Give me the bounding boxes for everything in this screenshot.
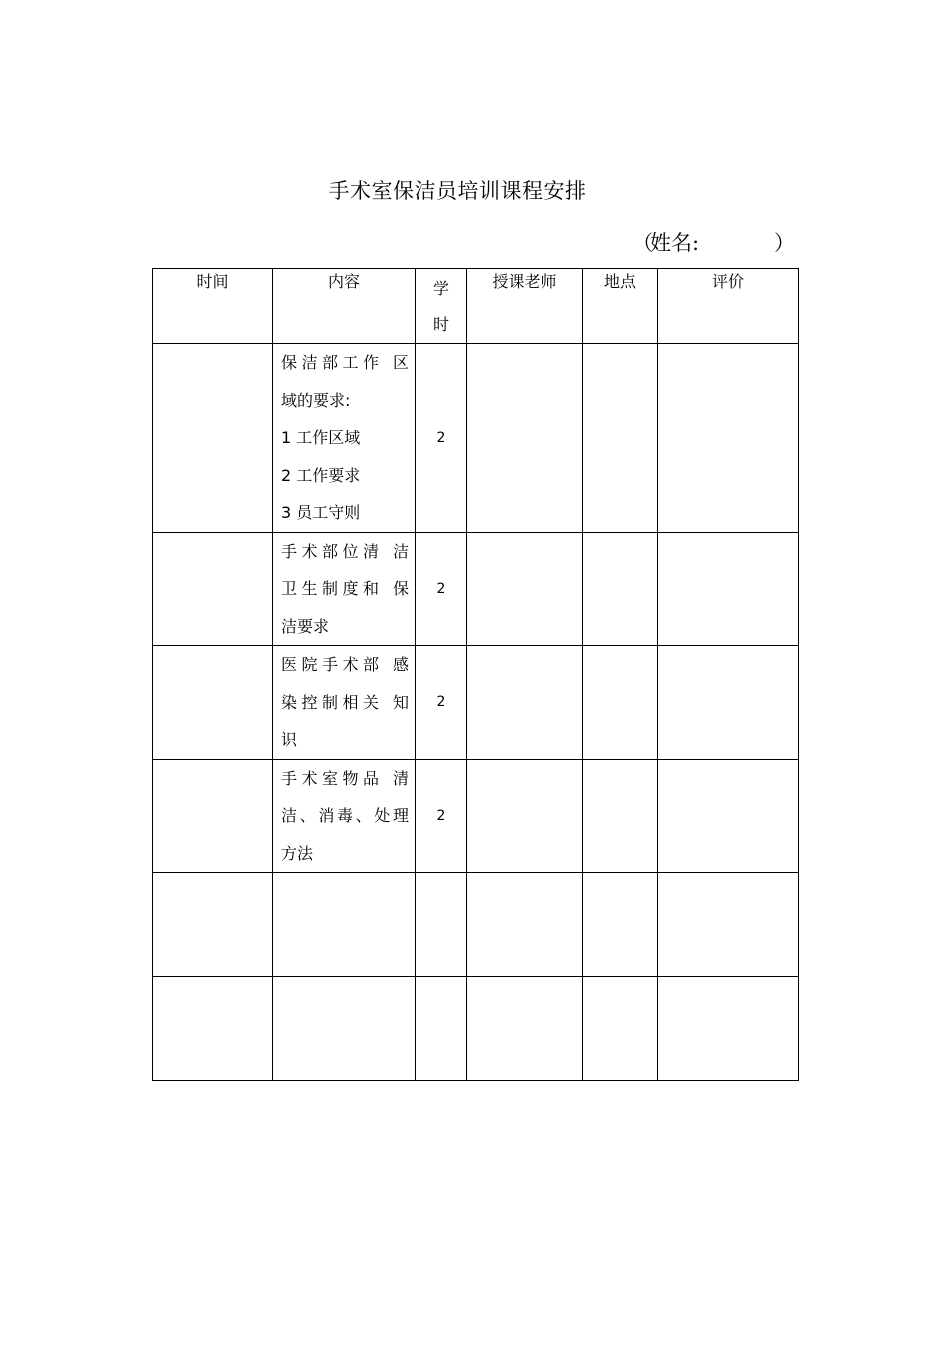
cell-location[interactable] xyxy=(583,532,658,646)
cell-hours: 2 xyxy=(416,344,467,533)
content-line: 3 员工守则 xyxy=(281,503,361,522)
cell-evaluation[interactable] xyxy=(658,646,799,760)
cell-content[interactable] xyxy=(273,977,416,1081)
content-line: 2 工作要求 xyxy=(281,465,361,485)
cell-hours[interactable] xyxy=(416,977,467,1081)
cell-content xyxy=(273,646,416,760)
cell-content xyxy=(273,532,416,646)
cell-hours[interactable] xyxy=(416,873,467,977)
cell-hours: 2 xyxy=(416,759,467,873)
cell-teacher[interactable] xyxy=(467,759,583,873)
document-title: 手术室保洁员培训课程安排 xyxy=(328,179,587,203)
cell-teacher[interactable] xyxy=(467,977,583,1081)
content-line: 1 工作区域 xyxy=(281,428,361,447)
cell-time[interactable] xyxy=(153,344,273,533)
cell-evaluation[interactable] xyxy=(658,344,799,533)
content-line: 医院手术部 感 xyxy=(281,655,409,674)
header-teacher: 授课老师 xyxy=(467,269,583,344)
header-content: 内容 xyxy=(273,269,416,344)
cell-hours: 2 xyxy=(416,646,467,760)
content-line: 手术室物品 清 xyxy=(281,768,409,788)
name-field xyxy=(632,227,795,257)
name-close-paren: ） xyxy=(774,231,795,255)
header-hours xyxy=(416,269,467,344)
content-line: 染控制相关 知 xyxy=(281,692,409,712)
cell-location[interactable] xyxy=(583,344,658,533)
cell-evaluation[interactable] xyxy=(658,977,799,1081)
cell-time[interactable] xyxy=(153,532,273,646)
cell-location[interactable] xyxy=(583,759,658,873)
cell-location[interactable] xyxy=(583,977,658,1081)
cell-time[interactable] xyxy=(153,759,273,873)
table-row xyxy=(153,759,799,873)
name-open-paren: （ xyxy=(632,231,653,255)
cell-evaluation[interactable] xyxy=(658,759,799,873)
table-row xyxy=(153,532,799,646)
content-line: 域的要求: xyxy=(281,390,351,410)
cell-evaluation[interactable] xyxy=(658,873,799,977)
cell-time[interactable] xyxy=(153,646,273,760)
cell-hours: 2 xyxy=(416,532,467,646)
table-row xyxy=(153,344,799,533)
content-line: 卫生制度和 保 xyxy=(281,579,409,598)
cell-location[interactable] xyxy=(583,873,658,977)
content-line: 手术部位清 洁 xyxy=(281,541,409,561)
cell-teacher[interactable] xyxy=(467,532,583,646)
content-line: 识 xyxy=(281,730,298,749)
table-row-empty xyxy=(153,977,799,1081)
content-line: 洁要求 xyxy=(281,616,330,636)
cell-location[interactable] xyxy=(583,646,658,760)
header-hours-line-2: 时 xyxy=(432,315,449,334)
schedule-table xyxy=(152,268,799,1081)
header-hours-line-1: 学 xyxy=(432,279,449,298)
header-time: 时间 xyxy=(153,269,273,344)
table-row xyxy=(153,646,799,760)
table-header-row xyxy=(153,269,799,344)
cell-content[interactable] xyxy=(273,873,416,977)
content-line: 保洁部工作 区 xyxy=(281,353,409,372)
cell-time[interactable] xyxy=(153,873,273,977)
cell-teacher[interactable] xyxy=(467,344,583,533)
cell-content xyxy=(273,344,416,533)
cell-evaluation[interactable] xyxy=(658,532,799,646)
cell-content xyxy=(273,759,416,873)
header-location: 地点 xyxy=(583,269,658,344)
header-evaluation: 评价 xyxy=(658,269,799,344)
content-line: 洁、消毒、处理 xyxy=(281,806,409,825)
content-line: 方法 xyxy=(281,843,314,863)
cell-teacher[interactable] xyxy=(467,873,583,977)
table-row-empty xyxy=(153,873,799,977)
name-label: 姓名: xyxy=(650,231,700,255)
cell-time[interactable] xyxy=(153,977,273,1081)
cell-teacher[interactable] xyxy=(467,646,583,760)
